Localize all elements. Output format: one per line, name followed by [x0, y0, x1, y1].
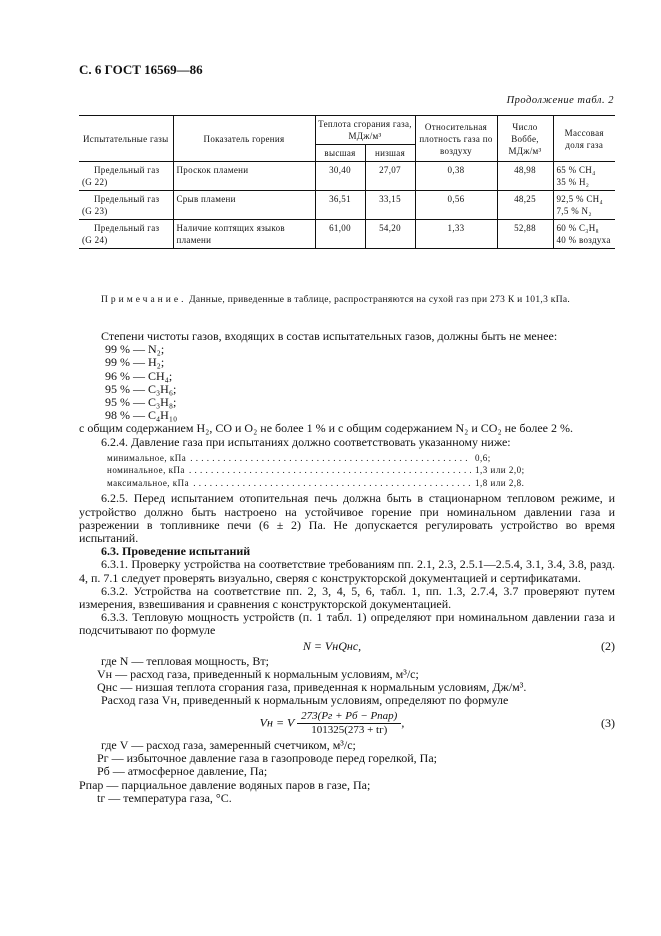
- cell-wobbe: 52,88: [497, 220, 553, 249]
- mass-line: 35 % H₂: [556, 177, 590, 187]
- formula-3-denominator: 101325(273 + tг): [311, 723, 388, 736]
- table-row: [79, 162, 615, 191]
- formula-2-number: (2): [601, 638, 615, 653]
- header-wobbe: Число Воббе, МДж/м³: [497, 116, 553, 162]
- cell-gas: Предельный газ (G 23): [79, 191, 173, 220]
- definition-line: Vн — расход газа, приведенный к нормальным условиям, м³/с;: [97, 666, 419, 681]
- definition-line: где N — тепловая мощность, Вт;: [101, 653, 269, 668]
- header-density: Относительная плотность газа по воздуху: [415, 116, 497, 162]
- cell-heat-high: 61,00: [315, 220, 365, 249]
- page-header: С. 6 ГОСТ 16569—86: [79, 62, 203, 77]
- mass-line: 7,5 % N₂: [556, 206, 592, 216]
- cell-density: 0,38: [415, 162, 497, 191]
- cell-wobbe: 48,98: [497, 162, 553, 191]
- purity-item: 98 % — C₄H₁₀: [105, 408, 178, 423]
- cell-mass: [553, 191, 615, 220]
- cell-wobbe: 48,25: [497, 191, 553, 220]
- paragraph-6-3-1: 6.3.1. Проверку устройства на соответствие требованиям пп. 2.1, 2.3, 2.5.1—2.5.4, 3.1, 3.4, 3.8, разд. 4, п. 7.1 следует проверять визуально, сверяя с конструкторской документацией и сертификатами.: [79, 557, 615, 585]
- definition-line: где V — расход газа, замеренный счетчиком, м³/с;: [101, 737, 356, 752]
- formula-3-numerator: 273(Pг + Pб − Pпар): [297, 710, 401, 724]
- paragraph-6-3-2: 6.3.2. Устройства на соответствие пп. 2, 3, 4, 5, 6, табл. 1, пп. 1.3, 2.7.4, 3.7 проверяют путем измерения, взвешивания и сравнения с конструкторской документацией.: [79, 583, 615, 611]
- formula-3-number: (3): [601, 715, 615, 730]
- gas-table: [79, 115, 615, 249]
- purity-item: 95 % — C₃H₈;: [105, 395, 177, 410]
- purity-item: 99 % — N₂;: [105, 342, 165, 357]
- cell-mass: [553, 162, 615, 191]
- cell-density: 1,33: [415, 220, 497, 249]
- definition-line: Qнс — низшая теплота сгорания газа, приведенная к нормальным условиям, Дж/м³.: [97, 680, 527, 695]
- flow-text: Расход газа Vн, приведенный к нормальным условиям, определяют по формуле: [101, 693, 509, 708]
- header-heat-low: низшая: [365, 145, 415, 162]
- paragraph-6-2-5: 6.2.5. Перед испытанием отопительная печь должна быть в стационарном тепловом режиме, и устройство должно быть настроено на устойчивое горение при номинальном давлении газа и разрежении в топливнике печи (6 ± 2) Па. Не допускается регулировать устройство во время испытаний.: [79, 491, 615, 545]
- table-row: [79, 220, 615, 249]
- pressure-label: номинальное, кПа: [107, 465, 185, 476]
- table-note: [79, 293, 615, 307]
- cell-heat-high: 36,51: [315, 191, 365, 220]
- definition-line: Pг — избыточное давление газа в газопроводе перед горелкой, Па;: [97, 751, 437, 766]
- pressure-value: 1,3 или 2,0;: [475, 465, 525, 476]
- formula-2-expression: N = VнQнс,: [302, 638, 362, 653]
- cell-indicator: Наличие коптящих языков пламени: [173, 220, 315, 249]
- section-heading: 6.3. Проведение испытаний: [101, 544, 251, 559]
- header-heat: Теплота сгорания газа, МДж/м³: [315, 116, 415, 145]
- mass-line: 60 % C₃H₈: [556, 223, 599, 233]
- definition-line: Pб — атмосферное давление, Па;: [97, 764, 268, 779]
- header-mass: Массовая доля газа: [553, 116, 615, 162]
- purity-item: 96 % — CH₄;: [105, 368, 173, 383]
- pressure-label: максимальное, кПа: [107, 477, 190, 488]
- purity-tail: с общим содержанием H₂, CO и O₂ не более 1 % и с общим содержанием N₂ и CO₂ не более 2 %.: [79, 421, 573, 436]
- cell-indicator: Срыв пламени: [173, 191, 315, 220]
- mass-line: 65 % CH₄: [556, 165, 596, 175]
- pressure-row: [107, 452, 615, 465]
- header-heat-high: высшая: [315, 145, 365, 162]
- cell-gas: Предельный газ (G 24): [79, 220, 173, 249]
- pressure-row: [107, 477, 615, 490]
- paragraph-6-3-3: 6.3.3. Тепловую мощность устройств (п. 1 табл. 1) определяют при номинальном давлении газа и подсчитывают по формуле: [79, 610, 615, 638]
- purity-item: 99 % — H₂;: [105, 355, 165, 370]
- paragraph-6-2-4: 6.2.4. Давление газа при испытаниях должно соответствовать указанному ниже:: [101, 434, 511, 449]
- purity-item: 95 % — C₃H₆;: [105, 381, 177, 396]
- cell-heat-low: 54,20: [365, 220, 415, 249]
- pressure-row: [107, 464, 615, 477]
- note-label: Примечание.: [101, 295, 187, 305]
- formula-2: [79, 640, 615, 653]
- cell-gas: Предельный газ (G 22): [82, 165, 160, 187]
- definition-line: Pпар — парциальное давление водяных паров в газе, Па;: [79, 777, 371, 792]
- cell-indicator: Проскок пламени: [173, 162, 315, 191]
- main-text: [79, 330, 615, 805]
- formula-3-expression: [79, 710, 585, 737]
- purity-intro: Степени чистоты газов, входящих в состав испытательных газов, должны быть не менее:: [101, 329, 558, 343]
- formula-3: [79, 710, 615, 737]
- pressure-label: минимальное, кПа: [107, 452, 187, 463]
- definition-line: tг — температура газа, °С.: [97, 790, 232, 805]
- mass-line: 40 % воздуха: [556, 235, 611, 245]
- formula-3-lhs: Vн = V: [259, 715, 295, 730]
- formula-3-fraction: [297, 710, 401, 737]
- header-indicator: Показатель горения: [173, 116, 315, 162]
- table-row: [79, 191, 615, 220]
- cell-mass: [553, 220, 615, 249]
- formula-3-tail: ,: [401, 715, 405, 730]
- cell-heat-high: 30,40: [315, 162, 365, 191]
- header-gases: Испытательные газы: [79, 116, 173, 162]
- cell-heat-low: 27,07: [365, 162, 415, 191]
- pressure-value: 1,8 или 2,8.: [475, 477, 525, 488]
- pressure-value: 0,6;: [475, 452, 491, 463]
- cell-heat-low: 33,15: [365, 191, 415, 220]
- note-text: Данные, приведенные в таблице, распространяются на сухой газ при 273 К и 101,3 кПа.: [186, 295, 571, 305]
- table-continuation: Продолжение табл. 2: [506, 95, 614, 106]
- mass-line: 92,5 % CH₄: [556, 194, 603, 204]
- cell-density: 0,56: [415, 191, 497, 220]
